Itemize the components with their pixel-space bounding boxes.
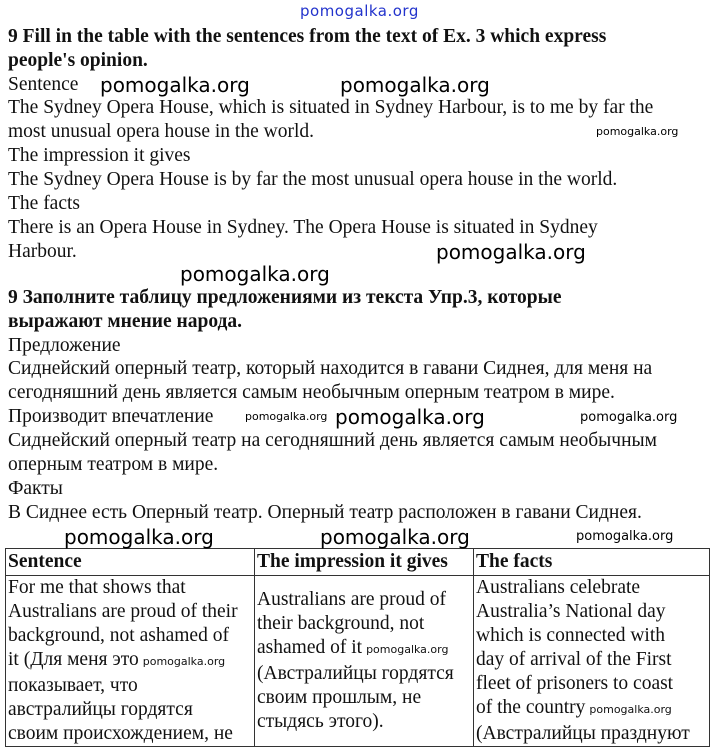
cell-line: Australians are proud of: [257, 589, 446, 610]
cell-line: [257, 636, 471, 662]
watermark: pomogalka.org: [576, 529, 674, 544]
impression-text-ru: Сиднейский оперный театр на сегодняшний день является самым необычным: [8, 430, 657, 451]
watermark: pomogalka.org: [320, 525, 470, 549]
cell-line: [8, 648, 252, 674]
watermark: pomogalka.org: [596, 125, 679, 138]
cell-line-text: it (Для меня это: [8, 649, 139, 670]
cell-line: австралийцы гордятся: [8, 699, 193, 720]
watermark: pomogalka.org: [64, 525, 214, 549]
facts-label-en: The facts: [8, 193, 81, 214]
cell-line-text: ashamed of it: [257, 637, 363, 658]
cell-line: стыдясь этого).: [257, 711, 384, 732]
watermark: pomogalka.org: [100, 73, 250, 97]
watermark: pomogalka.org: [589, 703, 672, 716]
cell-line: своим происхождением, не: [8, 723, 233, 744]
exercise-title-ru: 9 Заполните таблицу предложениями из текста Упр.3, которые: [8, 287, 562, 308]
watermark: pomogalka.org: [366, 643, 449, 656]
cell-line-text: of the country: [476, 697, 586, 718]
facts-text-en: Harbour.: [8, 241, 77, 262]
impression-text-ru: оперным театром в мире.: [8, 454, 219, 475]
sentence-label-en: Sentence: [8, 74, 79, 95]
cell-line: своим прошлым, не: [257, 687, 422, 708]
sentence-text-en: most unusual opera house in the world.: [8, 121, 314, 142]
cell-line: background, not ashamed of: [8, 625, 229, 646]
watermark: pomogalka.org: [142, 655, 226, 668]
sentence-label-ru: Предложение: [8, 335, 121, 356]
exercise-title-en: 9 Fill in the table with the sentences from the text of Ex. 3 which express: [8, 26, 607, 47]
header-sentence: Sentence: [6, 549, 255, 576]
watermark: pomogalka.org: [245, 410, 328, 423]
opinion-table: [5, 548, 710, 747]
cell-line: Australians are proud of their: [8, 601, 238, 622]
watermark: pomogalka.org: [180, 262, 330, 286]
cell-line: fleet of prisoners to coast: [476, 673, 674, 694]
impression-label-ru: Производит впечатление: [8, 406, 214, 427]
cell-line: (Австралийцы гордятся: [257, 663, 454, 684]
cell-line: [476, 696, 707, 722]
sentence-text-ru: Сиднейский оперный театр, который находится в гавани Сиднея, для меня на: [8, 358, 653, 379]
header-facts: The facts: [474, 549, 710, 576]
cell-line: day of arrival of the First: [476, 649, 672, 670]
exercise-title-ru: выражают мнение народа.: [8, 311, 243, 332]
cell-line: Australia’s National day: [476, 601, 666, 622]
watermark: pomogalka.org: [335, 405, 485, 429]
cell-impression: [255, 576, 474, 747]
cell-line: показывает, что: [8, 675, 138, 696]
cell-line: their background, not: [257, 613, 425, 634]
sentence-text-en: The Sydney Opera House, which is situated in Sydney Harbour, is to me by far the: [8, 97, 654, 118]
watermark: pomogalka.org: [436, 240, 586, 264]
cell-line: Australians celebrate: [476, 577, 641, 598]
impression-label-en: The impression it gives: [8, 145, 191, 166]
impression-text-en: The Sydney Opera House is by far the most unusual opera house in the world.: [8, 169, 618, 190]
table-row: [6, 576, 710, 747]
cell-facts: [474, 576, 710, 747]
watermark: pomogalka.org: [580, 410, 678, 425]
watermark: pomogalka.org: [300, 2, 419, 20]
cell-line: which is connected with: [476, 625, 665, 646]
exercise-title-en: people's opinion.: [8, 50, 148, 71]
cell-line: For me that shows that: [8, 577, 186, 598]
facts-label-ru: Факты: [8, 478, 63, 499]
cell-sentence: [6, 576, 255, 747]
facts-text-en: There is an Opera House in Sydney. The Opera House is situated in Sydney: [8, 217, 598, 238]
facts-text-ru: В Сиднее есть Оперный театр. Оперный театр расположен в гавани Сиднея.: [8, 502, 642, 523]
table-header-row: [6, 549, 710, 576]
header-impression: The impression it gives: [255, 549, 474, 576]
cell-line: (Австралийцы празднуют: [476, 723, 690, 744]
watermark: pomogalka.org: [340, 73, 490, 97]
sentence-text-ru: сегодняшний день является самым необычным оперным театром в мире.: [8, 382, 615, 403]
